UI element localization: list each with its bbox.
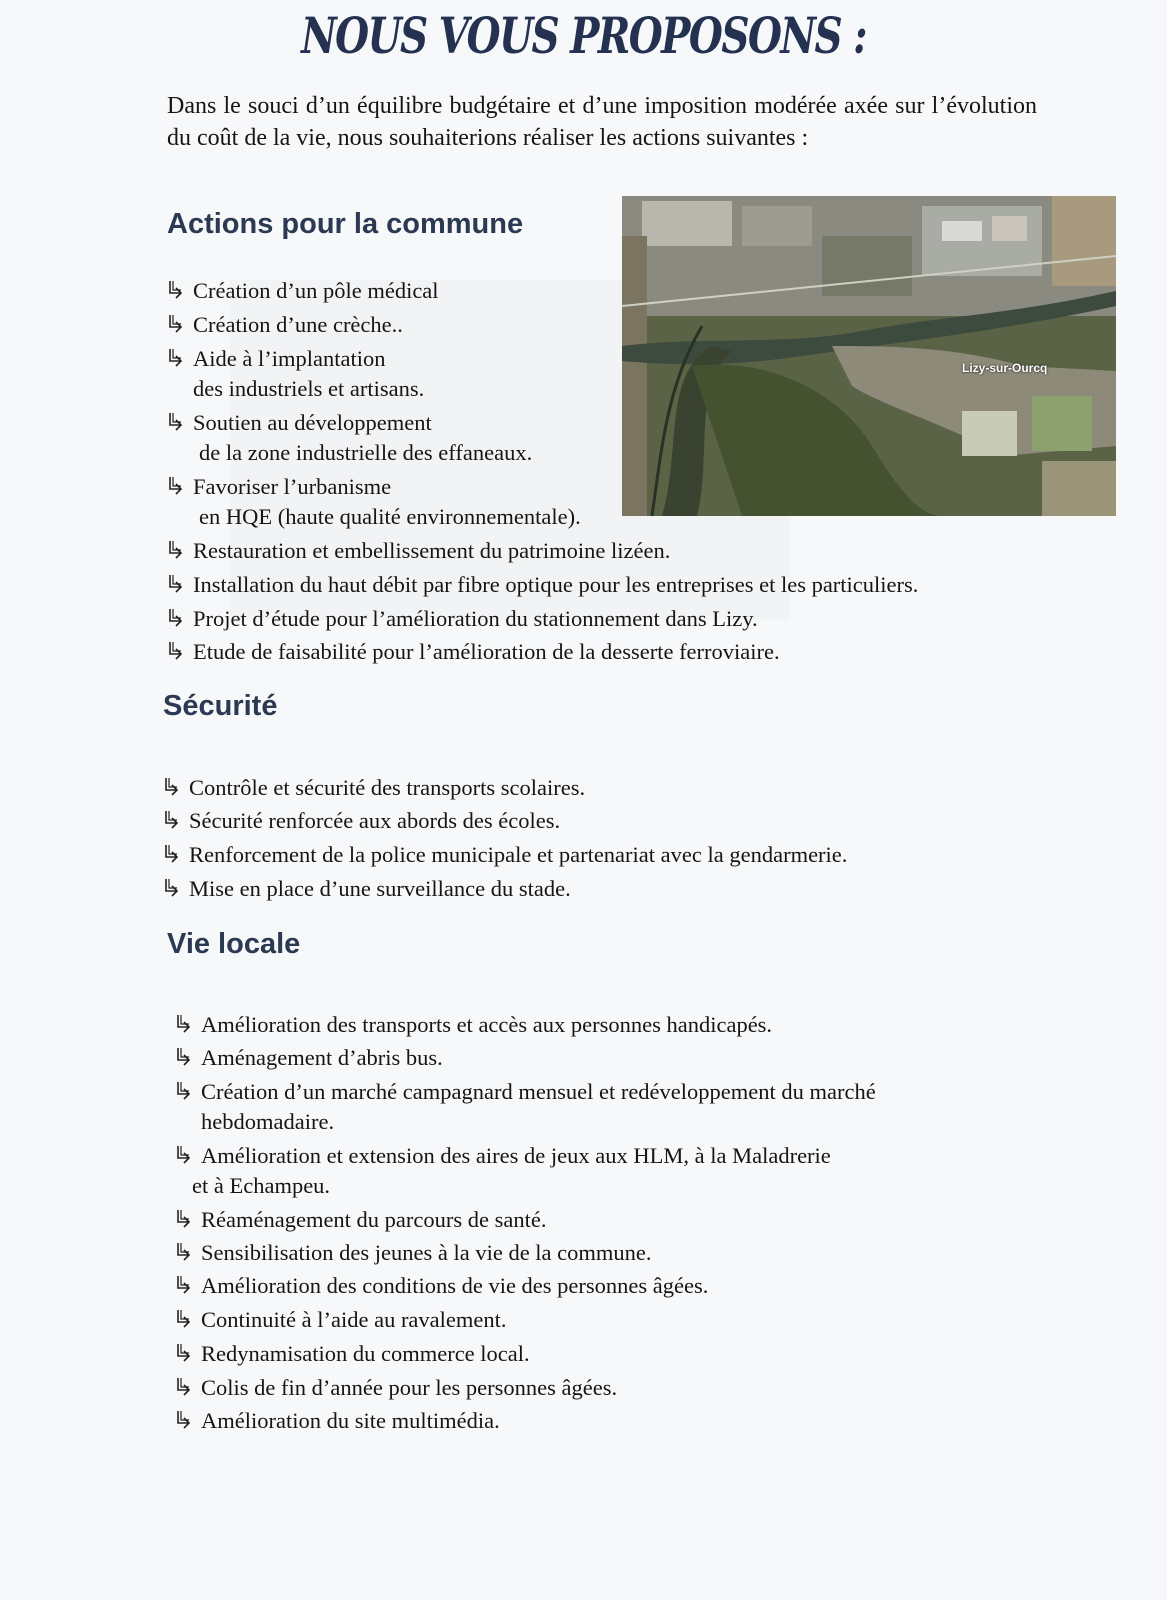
arrow-bullet-icon	[167, 411, 185, 433]
arrow-bullet-icon	[167, 347, 185, 369]
list-item	[175, 1406, 500, 1436]
list-item	[175, 1305, 507, 1335]
arrow-bullet-icon	[167, 279, 185, 301]
arrow-bullet-icon	[175, 1342, 193, 1364]
arrow-bullet-icon	[175, 1274, 193, 1296]
list-item-text: Création d’un pôle médical	[193, 278, 439, 303]
arrow-bullet-icon	[175, 1013, 193, 1035]
list-item-text: Installation du haut débit par fibre optique pour les entreprises et les particuliers.	[193, 572, 919, 597]
arrow-bullet-icon	[163, 843, 181, 865]
list-item-text: Etude de faisabilité pour l’amélioration de la desserte ferroviaire.	[193, 639, 780, 664]
arrow-bullet-icon	[163, 776, 181, 798]
list-item-text: Réaménagement du parcours de santé.	[201, 1207, 547, 1232]
list-item	[175, 1271, 708, 1301]
arrow-bullet-icon	[175, 1080, 193, 1102]
list-item	[175, 1043, 443, 1073]
list-item-text: Aménagement d’abris bus.	[201, 1045, 443, 1070]
list-item	[175, 1010, 772, 1040]
arrow-bullet-icon	[163, 877, 181, 899]
list-item-text: Continuité à l’aide au ravalement.	[201, 1307, 507, 1332]
list-item-text: Amélioration du site multimédia.	[201, 1408, 500, 1433]
list-item	[167, 276, 439, 306]
list-item-continuation: et à Echampeu.	[192, 1173, 331, 1198]
list-item-continuation: en HQE (haute qualité environnementale).	[199, 504, 581, 529]
arrow-bullet-icon	[175, 1208, 193, 1230]
list-item	[167, 344, 385, 374]
page-title: NOUS VOUS PROPOSONS :	[301, 6, 866, 65]
arrow-bullet-icon	[167, 607, 185, 629]
list-item-text: Restauration et embellissement du patrimoine lizéen.	[193, 538, 671, 563]
list-item-text: Amélioration des conditions de vie des personnes âgées.	[201, 1273, 709, 1298]
section-heading: Actions pour la commune	[167, 208, 524, 240]
list-item-text: Projet d’étude pour l’amélioration du stationnement dans Lizy.	[193, 606, 758, 631]
list-item-text: Soutien au développement	[193, 410, 432, 435]
list-item-continuation: des industriels et artisans.	[193, 376, 425, 401]
map-place-label: Lizy-sur-Ourcq	[962, 361, 1048, 375]
list-item-text: Mise en place d’une surveillance du stade.	[189, 876, 571, 901]
intro-paragraph: Dans le souci d’un équilibre budgétaire et d’une imposition modérée axée sur l’évolution du coût de la vie, nous souhaiterions réaliser les actions suivantes :	[167, 93, 1037, 151]
arrow-bullet-icon	[167, 539, 185, 561]
list-item-text: Favoriser l’urbanisme	[193, 474, 392, 499]
list-item	[163, 806, 560, 836]
arrow-bullet-icon	[175, 1308, 193, 1330]
list-item-text: Colis de fin d’année pour les personnes âgées.	[201, 1375, 618, 1400]
arrow-bullet-icon	[175, 1409, 193, 1431]
list-item	[163, 773, 585, 803]
list-item	[175, 1238, 652, 1268]
arrow-bullet-icon	[175, 1376, 193, 1398]
list-item	[175, 1373, 617, 1403]
list-item	[163, 840, 847, 870]
arrow-bullet-icon	[175, 1046, 193, 1068]
list-item	[175, 1339, 530, 1369]
list-item	[175, 1141, 831, 1171]
list-item-text: Amélioration et extension des aires de jeux aux HLM, à la Maladrerie	[201, 1143, 831, 1168]
arrow-bullet-icon	[167, 573, 185, 595]
list-item-text: Sécurité renforcée aux abords des écoles.	[189, 808, 561, 833]
arrow-bullet-icon	[175, 1144, 193, 1166]
list-item-text: Création d’une crèche..	[193, 312, 403, 337]
list-item	[167, 536, 670, 566]
list-item	[167, 570, 918, 600]
aerial-map-image	[622, 196, 1116, 516]
list-item	[167, 408, 432, 438]
list-item	[167, 310, 403, 340]
list-item-text: Amélioration des transports et accès aux personnes handicapés.	[201, 1012, 773, 1037]
list-item-continuation: de la zone industrielle des effaneaux.	[199, 440, 533, 465]
list-item	[175, 1205, 547, 1235]
list-item-text: Renforcement de la police municipale et partenariat avec la gendarmerie.	[189, 842, 848, 867]
list-item-text: Contrôle et sécurité des transports scolaires.	[189, 775, 586, 800]
list-item	[167, 604, 758, 634]
arrow-bullet-icon	[167, 313, 185, 335]
list-item-text: Redynamisation du commerce local.	[201, 1341, 530, 1366]
arrow-bullet-icon	[175, 1241, 193, 1263]
list-item-text: Création d’un marché campagnard mensuel et redéveloppement du marché	[201, 1079, 876, 1104]
arrow-bullet-icon	[167, 475, 185, 497]
list-item	[175, 1077, 876, 1107]
list-item	[167, 472, 391, 502]
list-item	[163, 874, 571, 904]
section-heading: Sécurité	[163, 690, 278, 722]
list-item-text: Aide à l’implantation	[193, 346, 386, 371]
section-heading: Vie locale	[167, 928, 301, 960]
arrow-bullet-icon	[163, 809, 181, 831]
list-item	[167, 637, 780, 667]
list-item-continuation: hebdomadaire.	[201, 1109, 335, 1134]
arrow-bullet-icon	[167, 640, 185, 662]
aerial-photo	[622, 196, 1116, 516]
list-item-text: Sensibilisation des jeunes à la vie de la commune.	[201, 1240, 652, 1265]
